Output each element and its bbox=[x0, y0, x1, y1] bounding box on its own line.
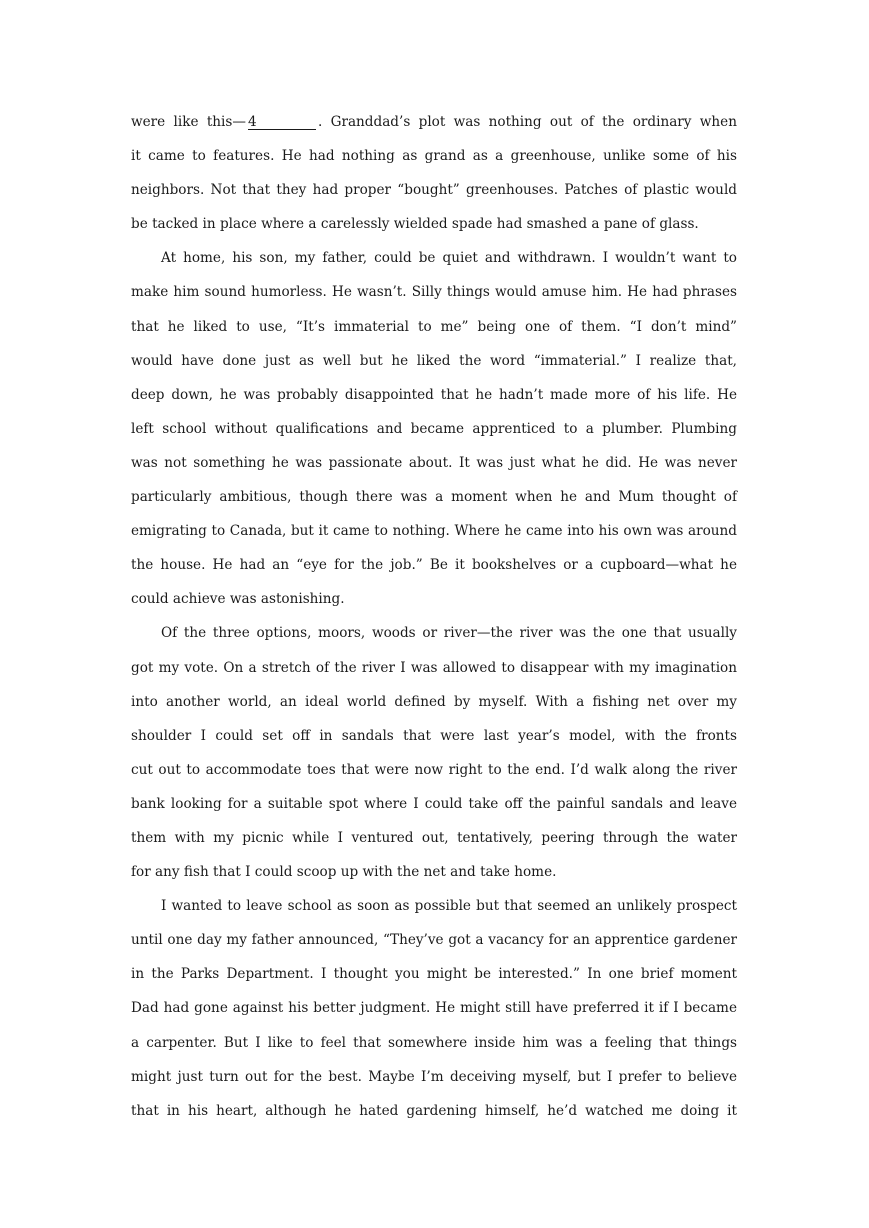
text-line bbox=[131, 105, 737, 139]
text-line: that in his heart, although he hated gardening himself, he’d watched me doing it bbox=[131, 1102, 737, 1119]
text-line: emigrating to Canada, but it came to nothing. Where he came into his own was around bbox=[131, 523, 737, 540]
text-line: into another world, an ideal world defined by myself. With a fishing net over my bbox=[131, 693, 737, 710]
paragraph bbox=[131, 241, 737, 616]
text-line: might just turn out for the best. Maybe I’m deceiving myself, but I prefer to believe bbox=[131, 1068, 737, 1085]
text-line: could achieve was astonishing. bbox=[131, 591, 345, 608]
text-line: it came to features. He had nothing as grand as a greenhouse, unlike some of his bbox=[131, 148, 737, 165]
text-line: At home, his son, my father, could be quiet and withdrawn. I wouldn’t want to bbox=[161, 250, 737, 267]
paragraph bbox=[131, 616, 737, 889]
text-line: cut out to accommodate toes that were now right to the end. I’d walk along the river bbox=[131, 761, 737, 778]
text-fragment: . Granddad’s plot was nothing out of the ordinary when bbox=[317, 114, 737, 130]
text-line: for any fish that I could scoop up with the net and take home. bbox=[131, 864, 557, 881]
text-line: be tacked in place where a carelessly wielded spade had smashed a pane of glass. bbox=[131, 216, 699, 233]
text-line: particularly ambitious, though there was a moment when he and Mum thought of bbox=[131, 489, 737, 506]
text-fragment: were like this— bbox=[131, 114, 246, 130]
text-line: I wanted to leave school as soon as possible but that seemed an unlikely prospect bbox=[161, 898, 737, 915]
text-line: a carpenter. But I like to feel that somewhere inside him was a feeling that things bbox=[131, 1034, 737, 1051]
text-line: that he liked to use, “It’s immaterial to me” being one of them. “I don’t mind” bbox=[131, 318, 737, 335]
text-line: until one day my father announced, “They’ve got a vacancy for an apprentice gardener bbox=[131, 932, 737, 949]
text-line: Of the three options, moors, woods or river—the river was the one that usually bbox=[161, 625, 737, 642]
text-line: got my vote. On a stretch of the river I was allowed to disappear with my imagination bbox=[131, 659, 737, 676]
text-line: bank looking for a suitable spot where I could take off the painful sandals and leave bbox=[131, 795, 737, 812]
text-line: was not something he was passionate about. It was just what he did. He was never bbox=[131, 454, 737, 471]
text-line: in the Parks Department. I thought you might be interested.” In one brief moment bbox=[131, 966, 737, 983]
paragraph bbox=[131, 105, 737, 241]
text-line: shoulder I could set off in sandals that were last year’s model, with the fronts bbox=[131, 727, 737, 744]
text-line: Dad had gone against his better judgment. He might still have preferred it if I became bbox=[131, 1000, 737, 1017]
text-line: deep down, he was probably disappointed that he hadn’t made more of his life. He bbox=[131, 386, 737, 403]
text-line: them with my picnic while I ventured out, tentatively, peering through the water bbox=[131, 829, 737, 846]
text-line: left school without qualifications and became apprenticed to a plumber. Plumbing bbox=[131, 420, 737, 437]
text-line: the house. He had an “eye for the job.” Be it bookshelves or a cupboard—what he bbox=[131, 557, 737, 574]
body-text bbox=[131, 105, 737, 1128]
answer-blank: 4 bbox=[248, 115, 316, 130]
text-line: make him sound humorless. He wasn’t. Silly things would amuse him. He had phrases bbox=[131, 284, 737, 301]
paragraph bbox=[131, 889, 737, 1128]
text-line: neighbors. Not that they had proper “bought” greenhouses. Patches of plastic would bbox=[131, 182, 737, 199]
text-line: would have done just as well but he liked the word “immaterial.” I realize that, bbox=[131, 352, 737, 369]
